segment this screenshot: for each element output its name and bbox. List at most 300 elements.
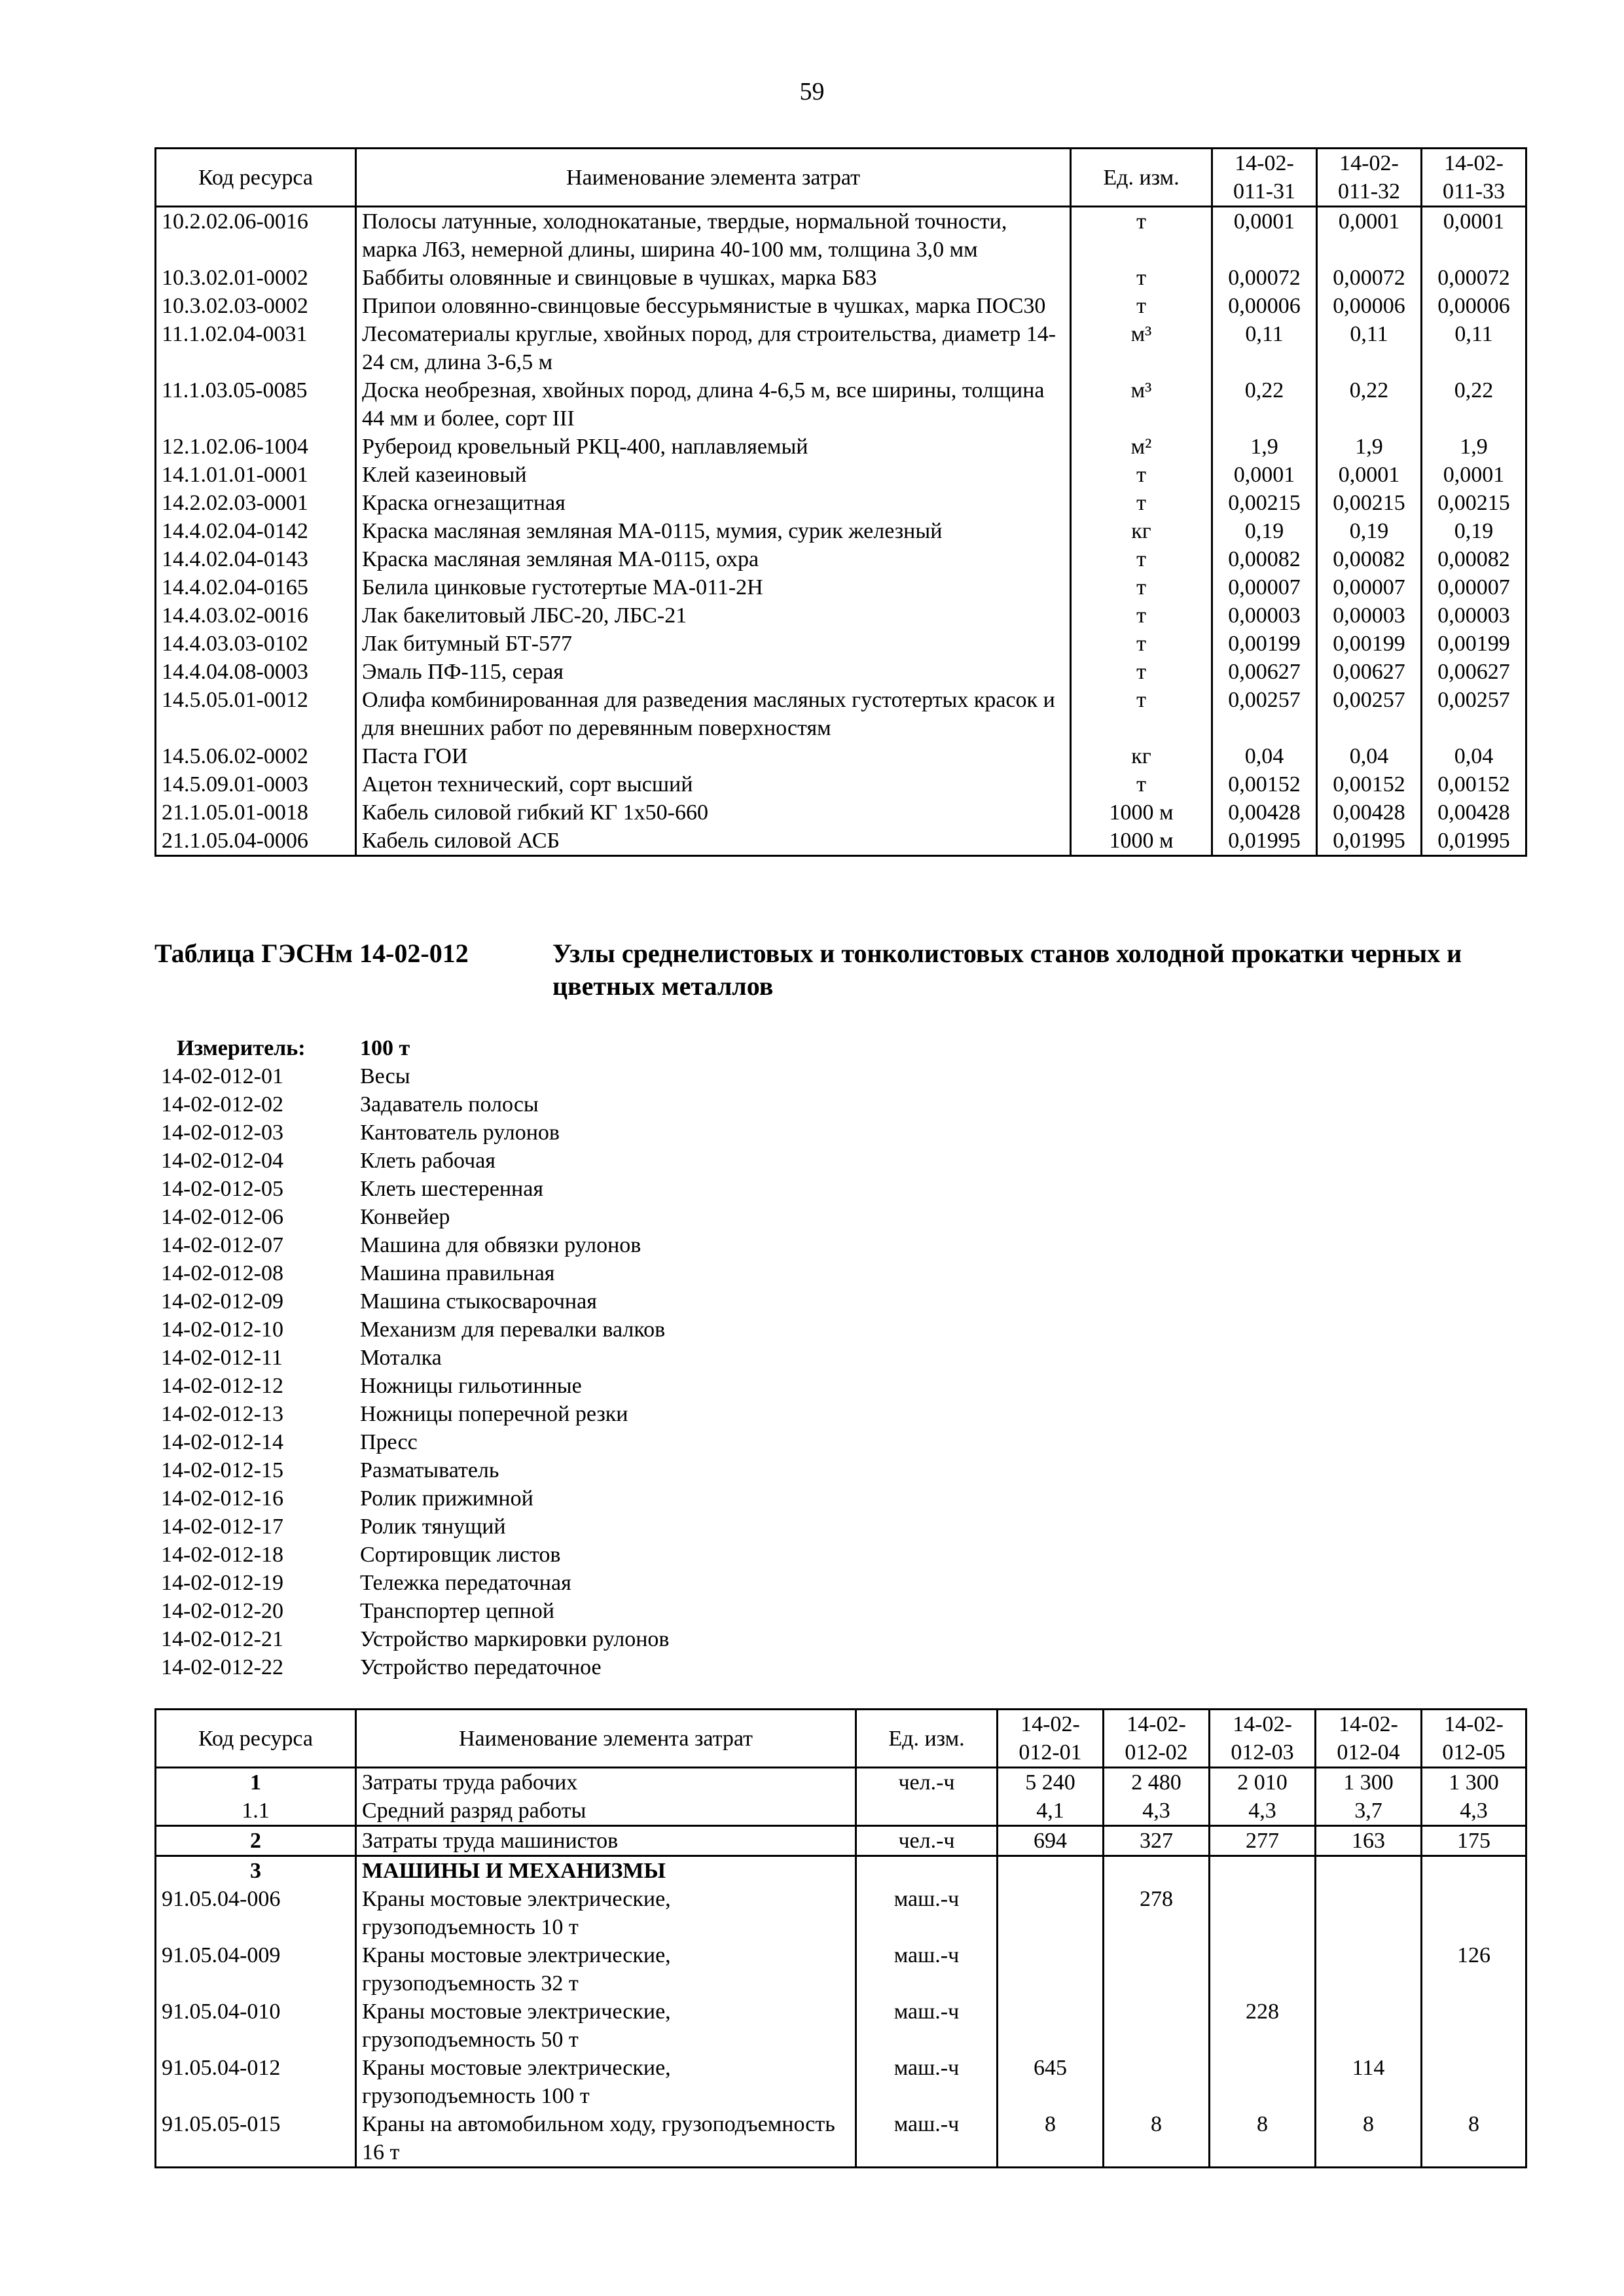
table-row — [156, 517, 1526, 545]
item-code: 14-02-012-09 — [161, 1289, 283, 1314]
value-33: 0,01995 — [1422, 827, 1526, 856]
resource-unit: т — [1071, 658, 1212, 686]
value-05 — [1422, 1856, 1526, 1886]
resource-unit: т — [1071, 461, 1212, 489]
resource-code: 91.05.04-009 — [156, 1941, 356, 1998]
value-33: 1,9 — [1422, 433, 1526, 461]
item-code: 14-02-012-11 — [161, 1346, 283, 1370]
resource-code: 11.1.03.05-0085 — [156, 376, 356, 433]
table-row — [156, 489, 1526, 517]
item-name: Весы — [360, 1064, 410, 1088]
value-04: 1 300 — [1316, 1768, 1422, 1797]
resource-name: Паста ГОИ — [356, 742, 1071, 770]
value-32: 0,00428 — [1317, 798, 1422, 827]
resource-unit: т — [1071, 489, 1212, 517]
value-33: 0,0001 — [1422, 461, 1526, 489]
list-item — [161, 1597, 669, 1625]
value-32: 0,00006 — [1317, 292, 1422, 320]
item-code: 14-02-012-15 — [161, 1458, 283, 1482]
item-name: Машина для обвязки рулонов — [360, 1233, 641, 1257]
item-code: 14-02-012-03 — [161, 1121, 283, 1145]
item-code: 14-02-012-18 — [161, 1543, 283, 1567]
table-row — [156, 742, 1526, 770]
value-31: 0,00072 — [1212, 264, 1317, 292]
value-01: 8 — [998, 2110, 1104, 2168]
item-code: 14-02-012-21 — [161, 1627, 283, 1651]
table-row — [156, 827, 1526, 856]
table-row — [156, 2110, 1526, 2168]
item-name: Тележка передаточная — [360, 1571, 571, 1595]
table-label: Таблица ГЭСНм 14-02-012 — [154, 939, 469, 968]
value-31: 0,00082 — [1212, 545, 1317, 573]
value-33: 0,04 — [1422, 742, 1526, 770]
header-col-01: 14-02- 012-01 — [998, 1710, 1104, 1768]
resource-code: 11.1.02.04-0031 — [156, 320, 356, 376]
value-03 — [1210, 1856, 1316, 1886]
item-name: Устройство передаточное — [360, 1655, 602, 1679]
value-01 — [998, 1941, 1104, 1998]
table-row — [156, 376, 1526, 433]
table-row — [156, 1885, 1526, 1941]
resource-code: 91.05.04-006 — [156, 1885, 356, 1941]
item-code: 14-02-012-22 — [161, 1655, 283, 1679]
value-03 — [1210, 2054, 1316, 2110]
resource-code: 14.4.04.08-0003 — [156, 658, 356, 686]
resource-name: Кабель силовой АСБ — [356, 827, 1071, 856]
value-02: 4,3 — [1104, 1797, 1210, 1826]
value-01 — [998, 1856, 1104, 1886]
value-04 — [1316, 1885, 1422, 1941]
item-name: Моталка — [360, 1346, 442, 1370]
value-32: 0,00627 — [1317, 658, 1422, 686]
item-name: Ролик тянущий — [360, 1515, 506, 1539]
table-row — [156, 1941, 1526, 1998]
resource-unit: маш.-ч — [856, 1885, 998, 1941]
list-item — [161, 1625, 669, 1653]
list-item — [161, 1569, 669, 1597]
value-32: 0,0001 — [1317, 207, 1422, 264]
resource-unit: кг — [1071, 517, 1212, 545]
value-01 — [998, 1885, 1104, 1941]
resource-code: 14.4.02.04-0143 — [156, 545, 356, 573]
resource-name: Рубероид кровельный РКЦ-400, наплавляемый — [356, 433, 1071, 461]
item-code: 14-02-012-06 — [161, 1205, 283, 1229]
resource-code: 14.5.05.01-0012 — [156, 686, 356, 742]
item-name: Ролик прижимной — [360, 1486, 533, 1511]
resource-name: Краны мостовые электрические, грузоподъемность 32 т — [356, 1941, 856, 1998]
table-row — [156, 461, 1526, 489]
resource-name: Краны мостовые электрические, грузоподъемность 100 т — [356, 2054, 856, 2110]
item-code: 14-02-012-20 — [161, 1599, 283, 1623]
table-row — [156, 1768, 1526, 1797]
resource-unit: маш.-ч — [856, 2054, 998, 2110]
header-name: Наименование элемента затрат — [356, 1710, 856, 1768]
resource-code: 14.5.09.01-0003 — [156, 770, 356, 798]
resources-table-012 — [154, 1708, 1527, 2168]
resource-code: 10.3.02.01-0002 — [156, 264, 356, 292]
resource-code: 10.2.02.06-0016 — [156, 207, 356, 264]
table-row — [156, 1856, 1526, 1886]
resource-code: 91.05.04-010 — [156, 1998, 356, 2054]
value-02: 8 — [1104, 2110, 1210, 2168]
item-name: Конвейер — [360, 1205, 450, 1229]
value-04: 114 — [1316, 2054, 1422, 2110]
table-row — [156, 1998, 1526, 2054]
list-item — [161, 1119, 669, 1147]
item-code: 14-02-012-10 — [161, 1318, 283, 1342]
value-32: 0,11 — [1317, 320, 1422, 376]
value-32: 0,04 — [1317, 742, 1422, 770]
value-31: 0,00003 — [1212, 601, 1317, 630]
resource-name: Краска масляная земляная МА-0115, мумия, сурик железный — [356, 517, 1071, 545]
item-code: 14-02-012-01 — [161, 1064, 283, 1088]
value-31: 0,00006 — [1212, 292, 1317, 320]
resource-code: 14.4.02.04-0165 — [156, 573, 356, 601]
list-item — [161, 1513, 669, 1541]
value-33: 0,00627 — [1422, 658, 1526, 686]
value-05 — [1422, 1998, 1526, 2054]
value-32: 0,00257 — [1317, 686, 1422, 742]
value-01 — [998, 1998, 1104, 2054]
list-item — [161, 1400, 669, 1428]
value-02 — [1104, 2054, 1210, 2110]
resource-name: Доска необрезная, хвойных пород, длина 4-6,5 м, все ширины, толщина 44 мм и более, сорт III — [356, 376, 1071, 433]
value-33: 0,11 — [1422, 320, 1526, 376]
resource-name: Баббиты оловянные и свинцовые в чушках, марка Б83 — [356, 264, 1071, 292]
resource-name: Эмаль ПФ-115, серая — [356, 658, 1071, 686]
value-04: 163 — [1316, 1826, 1422, 1856]
value-05: 8 — [1422, 2110, 1526, 2168]
value-32: 1,9 — [1317, 433, 1422, 461]
value-33: 0,00007 — [1422, 573, 1526, 601]
resource-unit: маш.-ч — [856, 2110, 998, 2168]
item-name: Задаватель полосы — [360, 1092, 539, 1117]
item-name: Разматыватель — [360, 1458, 499, 1482]
resource-name: Краны мостовые электрические, грузоподъемность 50 т — [356, 1998, 856, 2054]
table-row — [156, 601, 1526, 630]
resource-name: МАШИНЫ И МЕХАНИЗМЫ — [356, 1856, 856, 1886]
value-31: 0,04 — [1212, 742, 1317, 770]
item-code: 14-02-012-12 — [161, 1374, 283, 1398]
value-02 — [1104, 1856, 1210, 1886]
value-33: 0,00428 — [1422, 798, 1526, 827]
value-01: 694 — [998, 1826, 1104, 1856]
value-04 — [1316, 1856, 1422, 1886]
resource-name: Белила цинковые густотертые МА-011-2Н — [356, 573, 1071, 601]
item-code: 14-02-012-13 — [161, 1402, 283, 1426]
item-name: Ножницы поперечной резки — [360, 1402, 628, 1426]
table-row — [156, 2054, 1526, 2110]
value-32: 0,00003 — [1317, 601, 1422, 630]
list-item — [161, 1090, 669, 1119]
resource-unit: маш.-ч — [856, 1998, 998, 2054]
list-item — [161, 1259, 669, 1287]
value-31: 0,19 — [1212, 517, 1317, 545]
value-31: 0,00152 — [1212, 770, 1317, 798]
resource-code: 2 — [156, 1826, 356, 1856]
resource-name: Кабель силовой гибкий КГ 1х50-660 — [356, 798, 1071, 827]
value-31: 0,00215 — [1212, 489, 1317, 517]
resource-unit — [856, 1797, 998, 1826]
resource-code: 12.1.02.06-1004 — [156, 433, 356, 461]
table-row — [156, 433, 1526, 461]
value-31: 0,00199 — [1212, 630, 1317, 658]
resource-unit: т — [1071, 770, 1212, 798]
value-05 — [1422, 2054, 1526, 2110]
value-01: 5 240 — [998, 1768, 1104, 1797]
resource-code: 14.1.01.01-0001 — [156, 461, 356, 489]
value-05: 1 300 — [1422, 1768, 1526, 1797]
item-code: 14-02-012-08 — [161, 1261, 283, 1285]
list-item — [161, 1287, 669, 1316]
value-33: 0,00082 — [1422, 545, 1526, 573]
header-col-05: 14-02- 012-05 — [1422, 1710, 1526, 1768]
resource-name: Краска огнезащитная — [356, 489, 1071, 517]
list-item — [161, 1653, 669, 1681]
value-31: 0,0001 — [1212, 461, 1317, 489]
resources-table-011 — [154, 147, 1527, 857]
resource-name: Затраты труда рабочих — [356, 1768, 856, 1797]
resource-name: Краны на автомобильном ходу, грузоподъемность 16 т — [356, 2110, 856, 2168]
value-32: 0,00199 — [1317, 630, 1422, 658]
resource-unit: кг — [1071, 742, 1212, 770]
value-05 — [1422, 1885, 1526, 1941]
list-item — [161, 1147, 669, 1175]
value-05: 126 — [1422, 1941, 1526, 1998]
table-row — [156, 545, 1526, 573]
value-32: 0,00215 — [1317, 489, 1422, 517]
item-code: 14-02-012-16 — [161, 1486, 283, 1511]
list-item — [161, 1484, 669, 1513]
value-01: 4,1 — [998, 1797, 1104, 1826]
value-33: 0,00006 — [1422, 292, 1526, 320]
resource-unit: чел.-ч — [856, 1768, 998, 1797]
item-name: Кантователь рулонов — [360, 1121, 560, 1145]
item-name: Клеть рабочая — [360, 1149, 496, 1173]
item-name: Машина правильная — [360, 1261, 555, 1285]
header-col-03: 14-02- 012-03 — [1210, 1710, 1316, 1768]
list-item — [161, 1372, 669, 1400]
header-col-32: 14-02- 011-32 — [1317, 149, 1422, 207]
value-03: 8 — [1210, 2110, 1316, 2168]
list-item — [161, 1541, 669, 1569]
resource-name: Средний разряд работы — [356, 1797, 856, 1826]
value-03: 277 — [1210, 1826, 1316, 1856]
table-row — [156, 798, 1526, 827]
resource-name: Лак битумный БТ-577 — [356, 630, 1071, 658]
value-32: 0,22 — [1317, 376, 1422, 433]
header-unit: Ед. изм. — [1071, 149, 1212, 207]
list-item — [161, 1316, 669, 1344]
value-31: 1,9 — [1212, 433, 1317, 461]
resource-code: 14.4.03.03-0102 — [156, 630, 356, 658]
table-row — [156, 264, 1526, 292]
item-name: Клеть шестеренная — [360, 1177, 543, 1201]
resource-code: 91.05.04-012 — [156, 2054, 356, 2110]
value-04: 8 — [1316, 2110, 1422, 2168]
value-01: 645 — [998, 2054, 1104, 2110]
resource-name: Припои оловянно-свинцовые бессурьмянистые в чушках, марка ПОС30 — [356, 292, 1071, 320]
value-33: 0,22 — [1422, 376, 1526, 433]
item-code: 14-02-012-05 — [161, 1177, 283, 1201]
measure-value: 100 т — [360, 1036, 410, 1060]
item-name: Ножницы гильотинные — [360, 1374, 582, 1398]
value-02: 327 — [1104, 1826, 1210, 1856]
value-33: 0,00152 — [1422, 770, 1526, 798]
list-item — [161, 1344, 669, 1372]
value-03: 228 — [1210, 1998, 1316, 2054]
value-03: 4,3 — [1210, 1797, 1316, 1826]
value-32: 0,00152 — [1317, 770, 1422, 798]
list-item — [161, 1231, 669, 1259]
header-col-31: 14-02- 011-31 — [1212, 149, 1317, 207]
resource-code: 21.1.05.04-0006 — [156, 827, 356, 856]
table-row — [156, 630, 1526, 658]
resource-unit: т — [1071, 630, 1212, 658]
value-32: 0,00082 — [1317, 545, 1422, 573]
resource-unit — [856, 1856, 998, 1886]
table-row — [156, 1797, 1526, 1826]
table-row — [156, 686, 1526, 742]
table-row — [156, 292, 1526, 320]
resource-code: 91.05.05-015 — [156, 2110, 356, 2168]
value-33: 0,00257 — [1422, 686, 1526, 742]
header-unit: Ед. изм. — [856, 1710, 998, 1768]
value-32: 0,19 — [1317, 517, 1422, 545]
list-item — [161, 1456, 669, 1484]
table-row — [156, 658, 1526, 686]
value-02: 2 480 — [1104, 1768, 1210, 1797]
value-31: 0,11 — [1212, 320, 1317, 376]
value-05: 4,3 — [1422, 1797, 1526, 1826]
resource-code: 10.3.02.03-0002 — [156, 292, 356, 320]
resource-name: Краны мостовые электрические, грузоподъемность 10 т — [356, 1885, 856, 1941]
resource-code: 3 — [156, 1856, 356, 1886]
item-name: Транспортер цепной — [360, 1599, 554, 1623]
measure-row — [161, 1034, 669, 1062]
list-item — [161, 1428, 669, 1456]
value-03 — [1210, 1941, 1316, 1998]
item-code: 14-02-012-17 — [161, 1515, 283, 1539]
resource-code: 21.1.05.01-0018 — [156, 798, 356, 827]
resource-unit: т — [1071, 573, 1212, 601]
resource-code: 14.4.03.02-0016 — [156, 601, 356, 630]
item-code: 14-02-012-19 — [161, 1571, 283, 1595]
page-number: 59 — [799, 78, 825, 105]
value-33: 0,00003 — [1422, 601, 1526, 630]
resource-name: Лесоматериалы круглые, хвойных пород, для строительства, диаметр 14-24 см, длина 3-6,5 м — [356, 320, 1071, 376]
item-code: 14-02-012-04 — [161, 1149, 283, 1173]
resource-name: Затраты труда машинистов — [356, 1826, 856, 1856]
list-item — [161, 1062, 669, 1090]
resource-unit: маш.-ч — [856, 1941, 998, 1998]
item-name: Сортировщик листов — [360, 1543, 561, 1567]
value-32: 0,0001 — [1317, 461, 1422, 489]
value-33: 0,19 — [1422, 517, 1526, 545]
value-31: 0,22 — [1212, 376, 1317, 433]
value-33: 0,00215 — [1422, 489, 1526, 517]
resource-unit: т — [1071, 207, 1212, 264]
value-04: 3,7 — [1316, 1797, 1422, 1826]
value-32: 0,01995 — [1317, 827, 1422, 856]
resource-unit: 1000 м — [1071, 827, 1212, 856]
item-name: Пресс — [360, 1430, 418, 1454]
resource-name: Лак бакелитовый ЛБС-20, ЛБС-21 — [356, 601, 1071, 630]
value-03: 2 010 — [1210, 1768, 1316, 1797]
value-33: 0,00072 — [1422, 264, 1526, 292]
value-31: 0,00627 — [1212, 658, 1317, 686]
resource-unit: 1000 м — [1071, 798, 1212, 827]
measure-list — [161, 1034, 669, 1681]
resource-unit: м² — [1071, 433, 1212, 461]
table-header-row — [156, 149, 1526, 207]
resource-name: Краска масляная земляная МА-0115, охра — [356, 545, 1071, 573]
resource-name: Полосы латунные, холоднокатаные, твердые, нормальной точности, марка Л63, немерной длины, ширина 40-100 мм, толщина 3,0 мм — [356, 207, 1071, 264]
value-05: 175 — [1422, 1826, 1526, 1856]
list-item — [161, 1175, 669, 1203]
item-code: 14-02-012-02 — [161, 1092, 283, 1117]
value-33: 0,0001 — [1422, 207, 1526, 264]
resource-code: 14.5.06.02-0002 — [156, 742, 356, 770]
table-row — [156, 770, 1526, 798]
resource-unit: м³ — [1071, 320, 1212, 376]
table-header-row — [156, 1710, 1526, 1768]
value-33: 0,00199 — [1422, 630, 1526, 658]
resource-unit: т — [1071, 264, 1212, 292]
resource-unit: чел.-ч — [856, 1826, 998, 1856]
header-code: Код ресурса — [156, 1710, 356, 1768]
value-31: 0,0001 — [1212, 207, 1317, 264]
table-row — [156, 1826, 1526, 1856]
resource-name: Олифа комбинированная для разведения масляных густотертых красок и для внешних работ по деревянным поверхностям — [356, 686, 1071, 742]
header-col-02: 14-02- 012-02 — [1104, 1710, 1210, 1768]
list-item — [161, 1203, 669, 1231]
resource-unit: м³ — [1071, 376, 1212, 433]
value-02: 278 — [1104, 1885, 1210, 1941]
value-03 — [1210, 1885, 1316, 1941]
resource-code: 1.1 — [156, 1797, 356, 1826]
value-32: 0,00072 — [1317, 264, 1422, 292]
value-04 — [1316, 1941, 1422, 1998]
header-col-04: 14-02- 012-04 — [1316, 1710, 1422, 1768]
value-02 — [1104, 1998, 1210, 2054]
item-name: Машина стыкосварочная — [360, 1289, 597, 1314]
value-32: 0,00007 — [1317, 573, 1422, 601]
resource-unit: т — [1071, 686, 1212, 742]
value-02 — [1104, 1941, 1210, 1998]
header-code: Код ресурса — [156, 149, 356, 207]
resource-name: Ацетон технический, сорт высший — [356, 770, 1071, 798]
resource-code: 1 — [156, 1768, 356, 1797]
value-31: 0,01995 — [1212, 827, 1317, 856]
item-name: Устройство маркировки рулонов — [360, 1627, 670, 1651]
table-row — [156, 320, 1526, 376]
item-code: 14-02-012-07 — [161, 1233, 283, 1257]
table-row — [156, 573, 1526, 601]
header-col-33: 14-02- 011-33 — [1422, 149, 1526, 207]
table-title: Узлы среднелистовых и тонколистовых станов холодной прокатки черных и цветных металлов — [552, 939, 1462, 1001]
value-31: 0,00257 — [1212, 686, 1317, 742]
resource-code: 14.4.02.04-0142 — [156, 517, 356, 545]
item-code: 14-02-012-14 — [161, 1430, 283, 1454]
value-31: 0,00428 — [1212, 798, 1317, 827]
resource-name: Клей казеиновый — [356, 461, 1071, 489]
value-04 — [1316, 1998, 1422, 2054]
measure-label: Измеритель: — [177, 1036, 306, 1060]
resource-code: 14.2.02.03-0001 — [156, 489, 356, 517]
header-name: Наименование элемента затрат — [356, 149, 1071, 207]
table-row — [156, 207, 1526, 264]
